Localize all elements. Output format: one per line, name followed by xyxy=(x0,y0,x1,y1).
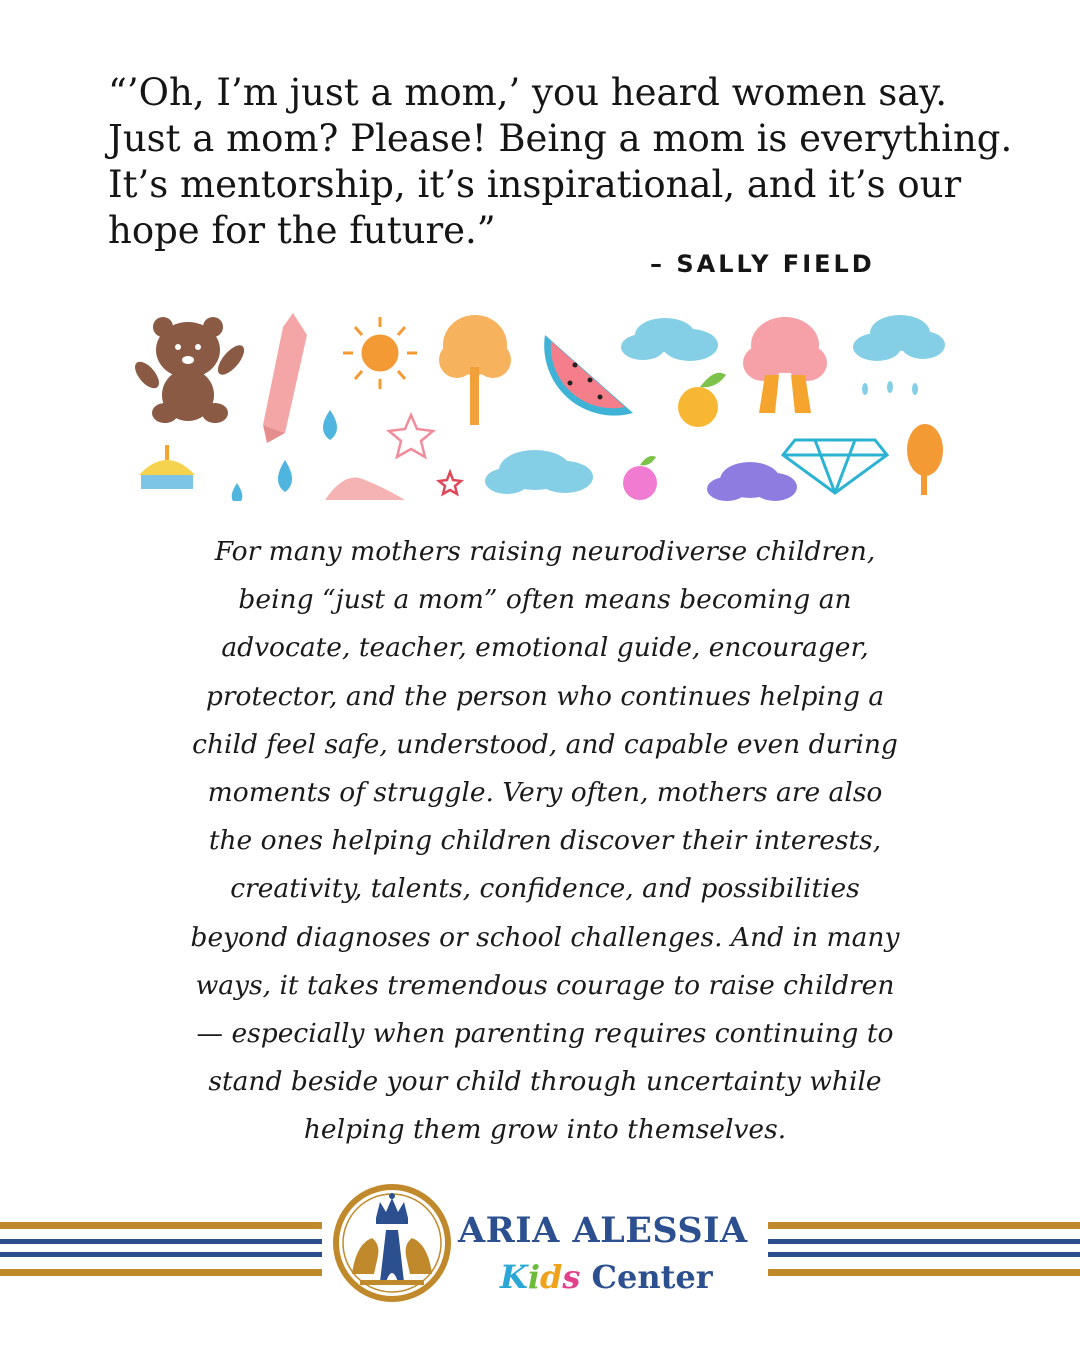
footer-brand xyxy=(0,1180,1080,1310)
quote-line: “’Oh, I’m just a mom,’ you heard women say. xyxy=(108,71,948,114)
body-line: For many mothers raising neurodiverse children, xyxy=(214,536,876,567)
quote-line: It’s mentorship, it’s inspirational, and it’s our xyxy=(108,163,962,206)
blue-stripe xyxy=(0,1239,322,1244)
gold-stripe xyxy=(768,1222,1080,1229)
body-paragraph xyxy=(140,528,950,1155)
watermelon-icon xyxy=(544,335,633,416)
footer-stripes-left xyxy=(0,1222,322,1282)
body-line: ways, it takes tremendous courage to raise children xyxy=(195,969,895,1001)
pencil-icon xyxy=(263,313,307,443)
orange-fruit-icon xyxy=(678,373,726,427)
kids-letter: i xyxy=(527,1258,540,1296)
quote-line: Just a mom? Please! Being a mom is everything. xyxy=(108,117,1013,160)
body-line: beyond diagnoses or school challenges. And in many xyxy=(190,921,900,953)
blue-stripe xyxy=(768,1252,1080,1257)
apple-icon xyxy=(623,456,657,500)
body-line: child feel safe, understood, and capable even during xyxy=(192,728,898,760)
body-line: protector, and the person who continues helping a xyxy=(205,680,885,712)
brand-name: ARIA ALESSIA xyxy=(458,1210,748,1251)
pink-tree-icon xyxy=(743,317,827,413)
body-line: being “just a mom” often means becoming an xyxy=(238,584,852,616)
kids-letter: K xyxy=(500,1258,528,1296)
quote-text xyxy=(108,70,1048,254)
diamond-icon xyxy=(783,440,887,493)
footer-stripes-right xyxy=(768,1222,1080,1282)
body-line: — especially when parenting requires continuing to xyxy=(196,1018,894,1050)
blue-stripe xyxy=(768,1239,1080,1244)
center-word: Center xyxy=(591,1258,713,1296)
rain-cloud-icon xyxy=(853,315,945,395)
quote-line: hope for the future.” xyxy=(108,209,496,252)
body-line: advocate, teacher, emotional guide, encourager, xyxy=(221,632,869,664)
body-line: the ones helping children discover their interests, xyxy=(208,825,882,857)
gold-stripe xyxy=(0,1269,322,1276)
star-icon xyxy=(389,415,461,494)
gold-stripe xyxy=(768,1269,1080,1276)
cloud-icon xyxy=(485,450,593,494)
kids-letter: d xyxy=(539,1258,563,1296)
body-line: moments of struggle. Very often, mothers are also xyxy=(207,777,883,809)
crest-logo-icon xyxy=(332,1182,452,1304)
blue-stripe xyxy=(0,1252,322,1257)
cupcake-icon xyxy=(139,445,195,489)
teddy-bear-icon xyxy=(135,317,249,423)
small-tree-icon xyxy=(907,424,943,495)
body-line: stand beside your child through uncertainty while xyxy=(208,1066,882,1098)
kids-word xyxy=(500,1258,580,1296)
quote-author: – SALLY FIELD xyxy=(650,250,875,278)
brand-subtitle xyxy=(500,1258,713,1296)
body-line: helping them grow into themselves. xyxy=(303,1114,787,1146)
body-line: creativity, talents, confidence, and possibilities xyxy=(230,873,860,905)
kids-doodle-illustration xyxy=(135,305,970,505)
purple-cloud-icon xyxy=(707,462,797,501)
gold-stripe xyxy=(0,1222,322,1229)
shoe-icon xyxy=(325,478,405,501)
sun-icon xyxy=(343,317,417,389)
cloud-icon xyxy=(621,318,718,361)
orange-tree-icon xyxy=(439,315,511,425)
kids-letter: s xyxy=(562,1258,581,1296)
